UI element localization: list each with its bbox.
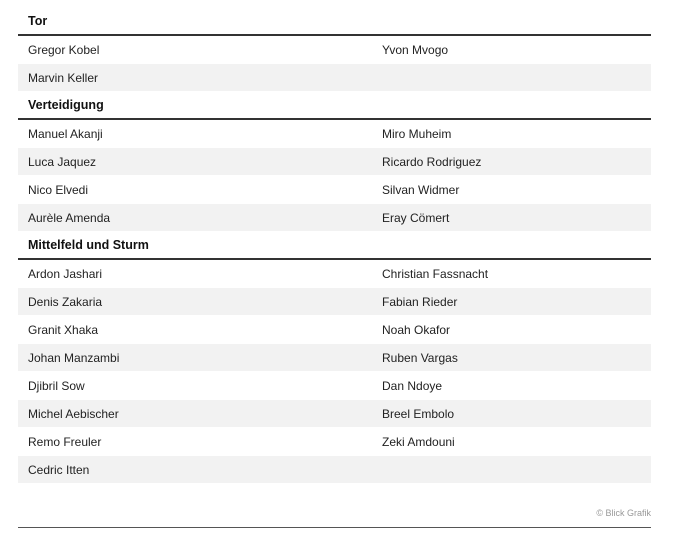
player-name-right: Zeki Amdouni	[382, 434, 455, 449]
player-name-left: Granit Xhaka	[28, 322, 99, 337]
section-header: Mittelfeld und Sturm	[18, 232, 651, 260]
section-header: Tor	[18, 8, 651, 36]
roster-table	[18, 8, 651, 484]
player-row	[18, 36, 651, 64]
player-row	[18, 428, 651, 456]
player-row	[18, 176, 651, 204]
footer	[18, 508, 651, 528]
player-name-left: Marvin Keller	[28, 70, 99, 85]
player-name-left: Johan Manzambi	[28, 350, 120, 365]
player-row	[18, 372, 651, 400]
credit-text: © Blick Grafik	[596, 508, 651, 518]
player-row	[18, 148, 651, 176]
player-row	[18, 400, 651, 428]
player-name-left: Nico Elvedi	[28, 182, 89, 197]
player-row	[18, 204, 651, 232]
player-name-right: Eray Cömert	[382, 210, 450, 225]
player-name-left: Remo Freuler	[28, 434, 102, 449]
player-name-right: Noah Okafor	[382, 322, 451, 337]
player-name-left: Manuel Akanji	[28, 126, 103, 141]
player-row	[18, 288, 651, 316]
player-row	[18, 344, 651, 372]
section-header: Verteidigung	[18, 92, 651, 120]
player-row	[18, 316, 651, 344]
player-name-left: Gregor Kobel	[28, 42, 100, 57]
player-row	[18, 120, 651, 148]
player-name-left: Djibril Sow	[28, 378, 85, 393]
player-name-right: Miro Muheim	[382, 126, 452, 141]
player-name-left: Luca Jaquez	[28, 154, 97, 169]
player-name-left: Aurèle Amenda	[28, 210, 111, 225]
player-name-left: Ardon Jashari	[28, 266, 103, 281]
player-name-right: Ricardo Rodriguez	[382, 154, 482, 169]
player-name-right: Fabian Rieder	[382, 294, 458, 309]
player-name-right: Ruben Vargas	[382, 350, 458, 365]
player-row	[18, 64, 651, 92]
player-name-left: Denis Zakaria	[28, 294, 103, 309]
player-row	[18, 260, 651, 288]
player-name-left: Cedric Itten	[28, 462, 90, 477]
player-name-right: Silvan Widmer	[382, 182, 460, 197]
player-name-right: Christian Fassnacht	[382, 266, 489, 281]
player-name-right: Dan Ndoye	[382, 378, 443, 393]
player-name-right: Yvon Mvogo	[382, 42, 449, 57]
player-row	[18, 456, 651, 484]
player-name-right: Breel Embolo	[382, 406, 455, 421]
player-name-left: Michel Aebischer	[28, 406, 119, 421]
